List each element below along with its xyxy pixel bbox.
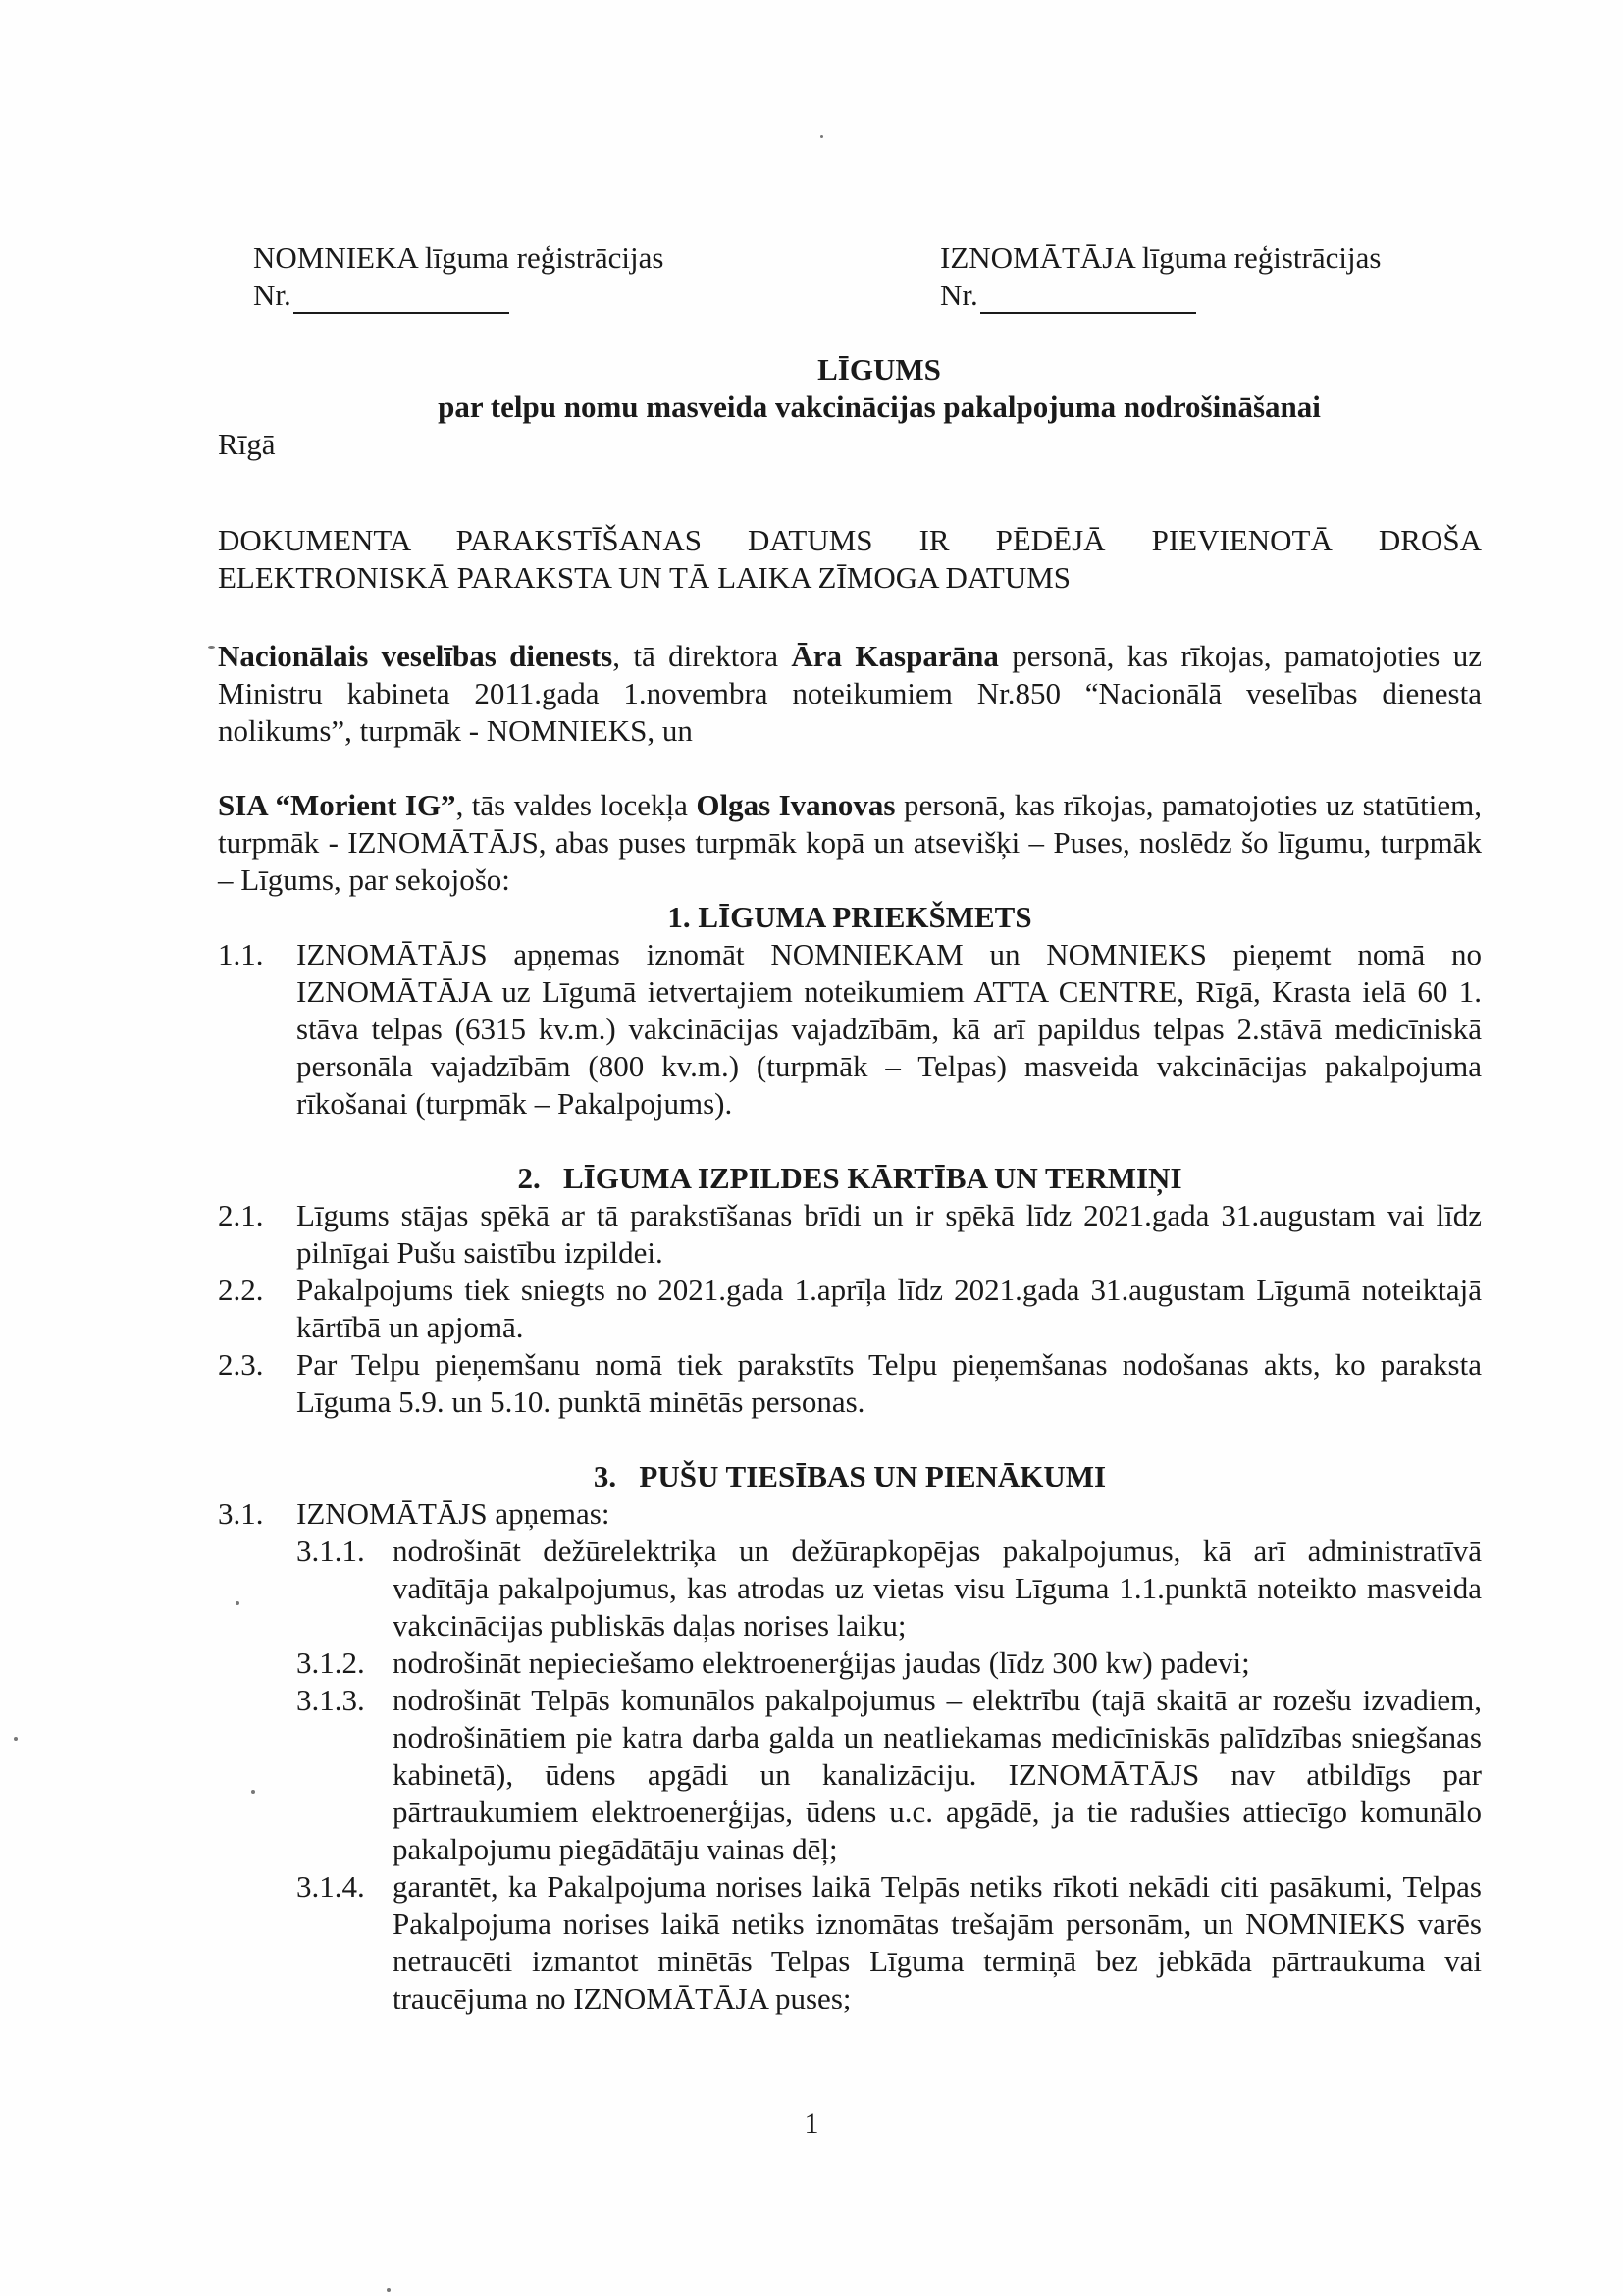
party-tenant-name: Nacionālais veselības dienests (218, 639, 613, 673)
clause-number: 1.1. (218, 937, 264, 971)
subclause-number: 3.1.3. (296, 1683, 365, 1717)
scan-speck (820, 135, 823, 138)
landlord-registration (940, 239, 1450, 314)
document-body (218, 239, 1482, 2017)
clause-2-2 (218, 1272, 1482, 1346)
party-landlord-text-a: , tās valdes locekļa (455, 788, 697, 822)
subclause-3-1-1 (296, 1533, 1482, 1644)
landlord-registration-number (940, 277, 1450, 314)
clause-2-1 (218, 1197, 1482, 1272)
landlord-registration-label: IZNOMĀTĀJA līguma reģistrācijas (940, 240, 1382, 275)
subclause-text: nodrošināt nepieciešamo elektroenerģijas jaudas (līdz 300 kw) padevi; (393, 1645, 1250, 1680)
section-heading-2: 2. LĪGUMA IZPILDES KĀRTĪBA UN TERMIŅI (517, 1161, 1182, 1195)
party-tenant-text-b: personā, kas rīkojas, pamatojoties uz Ministru kabineta 2011.gada 1.novembra noteikumiem Nr.850 “Nacionālā veselības dienesta nolikums”, turpmāk - NOMNIEKS, un (218, 639, 1482, 748)
contract-title: LĪGUMS (817, 352, 941, 387)
section-heading-1: 1. LĪGUMA PRIEKŠMETS (667, 900, 1032, 934)
subclause-number: 3.1.2. (296, 1645, 365, 1680)
landlord-nr-label: Nr. (940, 278, 978, 312)
section-heading-3: 3. PUŠU TIESĪBAS UN PIENĀKUMI (593, 1459, 1107, 1493)
subclause-number: 3.1.4. (296, 1869, 365, 1904)
party-landlord-text-b: personā, kas rīkojas, pamatojoties uz statūtiem, turpmāk - IZNOMĀTĀJS, abas puses turpmāk kopā un atsevišķi – Puses, noslēdz šo līgumu, turpmāk – Līgums, par sekojošo: (218, 788, 1482, 897)
party-tenant-director: Āra Kasparāna (791, 639, 999, 673)
clause-text: Pakalpojums tiek sniegts no 2021.gada 1.aprīļa līdz 2021.gada 31.augustam Līgumā noteiktajā kārtībā un apjomā. (296, 1273, 1482, 1344)
tenant-nr-label: Nr. (253, 278, 291, 312)
tenant-nr-blank-line (293, 283, 509, 314)
registration-header (253, 239, 1450, 314)
clause-text: Par Telpu pieņemšanu nomā tiek parakstīts Telpu pieņemšanas nodošanas akts, ko paraksta Līguma 5.9. un 5.10. punktā minētās personas. (296, 1347, 1482, 1419)
signing-date-line-2: ELEKTRONISKĀ PARAKSTA UN TĀ LAIKA ZĪMOGA DATUMS (218, 560, 1072, 595)
page-number: 1 (804, 2108, 819, 2140)
subclause-text: nodrošināt Telpās komunālos pakalpojumus – elektrību (tajā skaitā ar rozešu izvadiem, nodrošinātiem pie katra darba galda un neatliekamas medicīniskās palīdzības sniegšanas kabinetā), ūdens apgādi un kanalizāciju. IZNOMĀTĀJS nav atbildīgs par pārtraukumiem elektroenerģijas, ūdens u.c. apgādē, ja tie radušies attiecīgo komunālo pakalpojumu piegādātāju vainas dēļ; (393, 1683, 1482, 1866)
clause-3-1 (218, 1495, 1482, 1533)
tenant-registration-number (253, 277, 803, 314)
clause-text: IZNOMĀTĀJS apņemas iznomāt NOMNIEKAM un NOMNIEKS pieņemt nomā no IZNOMĀTĀJA uz Līgumā ietvertajiem noteikumiem ATTA CENTRE, Rīgā, Krasta ielā 60 1. stāva telpas (6315 kv.m.) vakcinācijas vajadzībām, kā arī papildus telpas 2.stāvā medicīniskā personāla vajadzībām (800 kv.m.) (turpmāk – Telpas) masveida vakcinācijas pakalpojuma rīkošanai (turpmāk – Pakalpojums). (296, 937, 1482, 1121)
clause-number: 2.2. (218, 1273, 264, 1307)
signing-date-line-1: DOKUMENTA PARAKSTĪŠANAS DATUMS IR PĒDĒJĀ PIEVIENOTĀ DROŠA (218, 523, 1482, 557)
clause-1-1 (218, 936, 1482, 1122)
scan-speck (14, 1737, 18, 1741)
tenant-registration (253, 239, 803, 314)
signing-date-notice (218, 522, 1482, 597)
subclause-3-1-4 (296, 1868, 1482, 2017)
clause-text: Līgums stājas spēkā ar tā parakstīšanas brīdi un ir spēkā līdz 2021.gada 31.augustam vai līdz pilnīgai Pušu saistību izpildei. (296, 1198, 1482, 1270)
tenant-registration-label: NOMNIEKA līguma reģistrācijas (253, 240, 664, 275)
subclause-3-1-3 (296, 1682, 1482, 1868)
subclause-text: nodrošināt dežūrelektriķa un dežūrapkopējas pakalpojumus, kā arī administratīvā vadītāja pakalpojumus, kas atrodas uz vietas visu Līguma 1.1.punktā noteikto masveida vakcinācijas publiskās daļas norises laiku; (393, 1534, 1482, 1643)
clause-number: 2.1. (218, 1198, 264, 1232)
contract-subtitle: par telpu nomu masveida vakcinācijas pakalpojuma nodrošināšanai (438, 390, 1321, 424)
scan-speck (387, 2288, 391, 2292)
subclause-text: garantēt, ka Pakalpojuma norises laikā Telpās netiks rīkoti nekādi citi pasākumi, Telpas Pakalpojuma norises laikā netiks iznomātas trešajām personām, un NOMNIEKS varēs netraucēti izmantot minētās Telpas Līguma termiņā bez jebkāda pārtraukuma vai traucējuma no IZNOMĀTĀJA puses; (393, 1869, 1482, 2015)
party-tenant-paragraph (218, 638, 1482, 750)
clause-text: IZNOMĀTĀJS apņemas: (296, 1496, 610, 1531)
subclause-3-1-2 (296, 1644, 1482, 1682)
clause-number: 2.3. (218, 1347, 264, 1382)
clause-number: 3.1. (218, 1496, 264, 1531)
party-tenant-text-a: , tā direktora (612, 639, 792, 673)
landlord-nr-blank-line (980, 283, 1196, 314)
party-landlord-name: SIA “Morient IG” (218, 788, 456, 822)
party-landlord-paragraph (218, 787, 1482, 899)
scan-speck (208, 646, 215, 649)
contract-city: Rīgā (218, 427, 276, 461)
party-landlord-member: Olgas Ivanovas (696, 788, 896, 822)
subclause-number: 3.1.1. (296, 1534, 365, 1568)
clause-2-3 (218, 1346, 1482, 1421)
